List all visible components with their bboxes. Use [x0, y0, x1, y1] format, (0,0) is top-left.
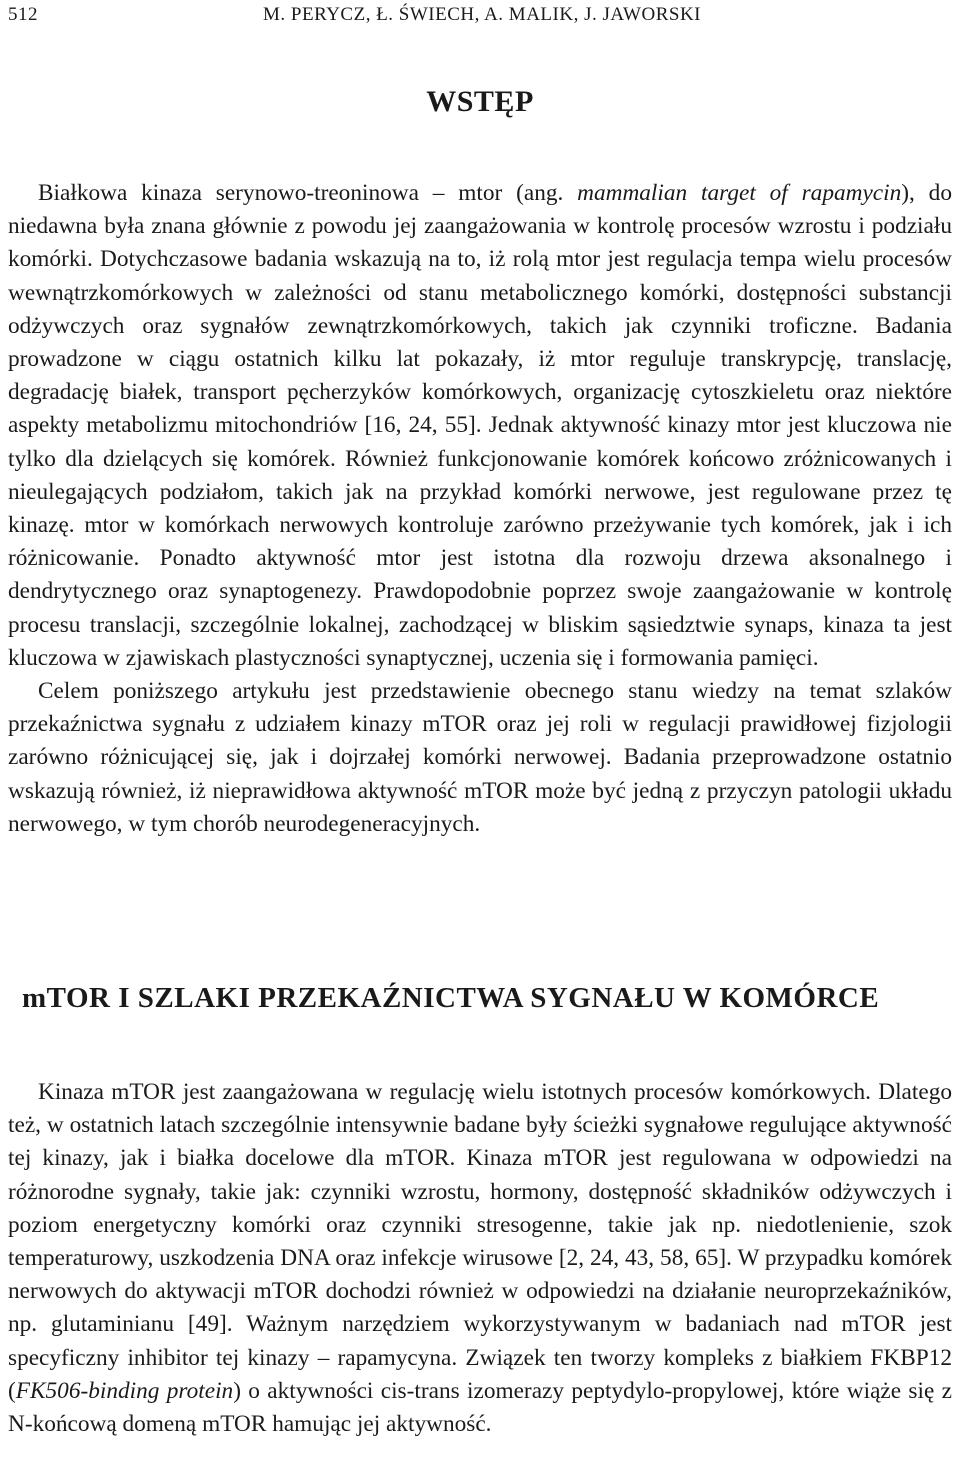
paragraph-text: ) o aktywności cis-trans izomerazy peptydylo-propylowej, które wiąże się z N-końcową domeną mTOR hamując jej aktywność. — [8, 1377, 952, 1438]
section-body-wstep — [8, 177, 952, 841]
page-number: 512 — [8, 4, 38, 25]
paragraph-text: Kinaza mTOR jest zaangażowana w regulację wielu istotnych procesów komórkowych. Dlatego też, w ostatnich latach szczególnie intensywnie badane były ścieżki sygnałowe regulujące aktywność tej kinazy, jak i białka docelowe dla mTOR. Kinaza mTOR jest regulowana w odpowiedzi na różnorodne sygnały, takie jak: czynniki wzrostu, hormony, dostępność składników odżywczych i poziom energetyczny komórki oraz czynniki stresogenne, takie jak np. niedotlenienie, szok temperaturowy, uszkodzenia DNA oraz infekcje wirusowe [2, 24, 43, 58, 65]. W przypadku komórek nerwowych do aktywacji mTOR dochodzi również w odpowiedzi na działanie neuroprzekaźników, np. glutaminianu [49]. Ważnym narzędziem wykorzystywanym w badaniach nad mTOR jest specyficzny inhibitor tej kinazy – rapamycyna. Związek ten tworzy kompleks z białkiem FKBP12 ( — [8, 1079, 952, 1404]
section-title-mtor: mTOR I SZLAKI PRZEKAŹNICTWA SYGNAŁU W KOMÓRCE — [22, 982, 880, 1014]
paragraph-italic: mammalian target of rapamycin — [577, 180, 902, 206]
section-title-wstep: WSTĘP — [426, 85, 534, 118]
paragraph-italic: FK506-binding protein — [15, 1377, 234, 1404]
paragraph-text: Celem poniższego artykułu jest przedstawienie obecnego stanu wiedzy na temat szlaków przekaźnictwa sygnału z udziałem kinazy mTOR oraz jej roli w regulacji prawidłowej fizjologii zarówno różnicującej się, jak i dojrzałej komórki nerwowej. Badania przeprowadzone ostatnio wskazują również, iż nieprawidłowa aktywność mTOR może być jedną z przyczyn patologii układu nerwowego, w tym chorób neurodegeneracyjnych. — [8, 678, 952, 837]
authors-line: M. PERYCZ, Ł. ŚWIECH, A. MALIK, J. JAWORSKI — [263, 4, 701, 25]
paragraph-text: ), do niedawna była znana głównie z powodu jej zaangażowania w kontrolę procesów wzrostu i podziału komórki. Dotychczasowe badania wskazują na to, iż rolą mtor jest regulacja tempa wielu procesów wewnątrzkomórkowych w zależności od stanu metabolicznego komórki, dostępności substancji odżywczych oraz sygnałów zewnątrzkomórkowych, takich jak czynniki troficzne. Badania prowadzone w ciągu ostatnich kilku lat pokazały, iż mtor reguluje transkrypcję, translację, degradację białek, transport pęcherzyków komórkowych, organizację cytoszkieletu oraz niektóre aspekty metabolizmu mitochondriów [16, 24, 55]. Jednak aktywność kinazy mtor jest kluczowa nie tylko dla dzielących się komórek. Również funkcjonowanie komórek końcowo zróżnicowanych i nieulegających podziałom, takich jak na przykład komórki nerwowe, jest regulowane przez tę kinazę. mtor w komórkach nerwowych kontroluje zarówno przeżywanie tych komórek, jak i ich różnicowanie. Ponadto aktywność mtor jest istotna dla rozwoju drzewa aksonalnego i dendrytycznego oraz synaptogenezy. Prawdopodobnie poprzez swoje zaangażowanie w kontrolę procesu translacji, szczególnie lokalnej, zachodzącej w bliskim sąsiedztwie synaps, kinaza ta jest kluczowa w zjawiskach plastyczności synaptycznej, uczenia się i formowania pamięci. — [8, 180, 952, 671]
section-body-mtor — [8, 1076, 952, 1441]
running-header — [8, 4, 952, 32]
paragraph-text: Białkowa kinaza serynowo-treoninowa – mtor (ang. — [38, 180, 578, 206]
paragraph — [8, 1076, 952, 1441]
paragraph — [8, 675, 952, 841]
paragraph — [8, 177, 952, 675]
